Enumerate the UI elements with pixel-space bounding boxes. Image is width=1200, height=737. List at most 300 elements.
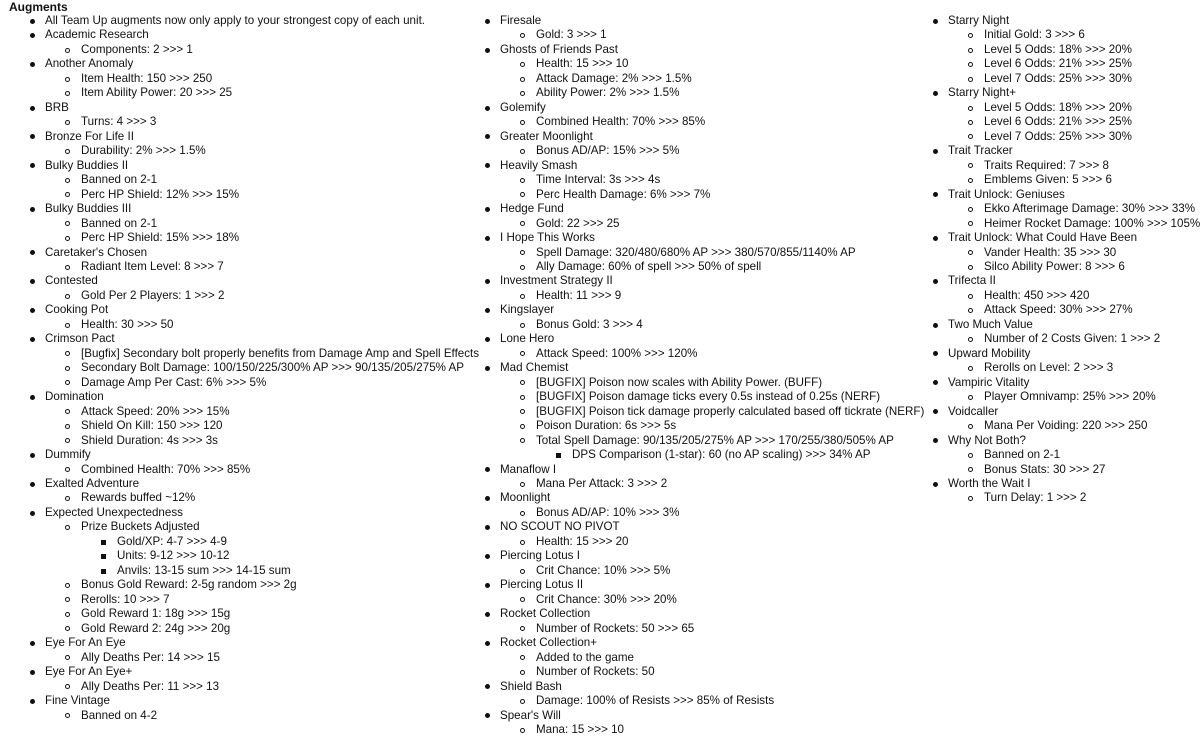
- augment-item: [9, 101, 469, 115]
- augment-change-item: [464, 434, 934, 448]
- hollow-circle-bullet-icon: [520, 323, 525, 328]
- augment-change-item: [9, 622, 469, 636]
- augment-change-item-text: Rerolls on Level: 2 >>> 3: [984, 361, 1114, 375]
- augment-change-item: [464, 28, 934, 42]
- augment-item-text: Spear's Will: [500, 708, 561, 722]
- hollow-circle-bullet-icon: [520, 91, 525, 96]
- augment-change-item-text: Ekko Afterimage Damage: 30% >>> 33%: [984, 202, 1196, 216]
- hollow-circle-bullet-icon: [520, 62, 525, 67]
- augment-item: [464, 130, 934, 144]
- augment-item: [9, 694, 469, 708]
- hollow-circle-bullet-icon: [968, 395, 973, 400]
- square-bullet-icon: [101, 554, 106, 559]
- filled-circle-bullet-icon: [933, 192, 938, 197]
- augment-detail-item-text: Units: 9-12 >>> 10-12: [117, 549, 230, 563]
- augment-change-item: [464, 376, 934, 390]
- augment-item: [912, 188, 1200, 202]
- filled-circle-bullet-icon: [30, 279, 35, 284]
- augment-item-text: Eye For An Eye: [45, 636, 126, 650]
- augment-change-item-text: Mana: 15 >>> 10: [536, 722, 624, 736]
- augment-change-item: [912, 289, 1200, 303]
- augment-item: [912, 405, 1200, 419]
- augment-change-item: [464, 347, 934, 361]
- filled-circle-bullet-icon: [485, 713, 490, 718]
- augment-change-item: [464, 289, 934, 303]
- augment-item-text: Bronze For Life II: [45, 129, 134, 143]
- hollow-circle-bullet-icon: [65, 366, 70, 371]
- augment-item: [9, 477, 469, 491]
- augment-change-item: [9, 260, 469, 274]
- augment-change-item-text: Health: 11 >>> 9: [536, 288, 622, 302]
- augment-change-item: [912, 130, 1200, 144]
- augment-change-item-text: Number of Rockets: 50 >>> 65: [536, 621, 695, 635]
- augment-item-text: Kingslayer: [500, 303, 555, 317]
- hollow-circle-bullet-icon: [520, 597, 525, 602]
- augment-item: [9, 332, 469, 346]
- augment-change-item-text: Traits Required: 7 >>> 8: [984, 158, 1109, 172]
- augment-detail-item: [464, 448, 934, 462]
- augment-change-item-text: Bonus Gold Reward: 2-5g random >>> 2g: [81, 578, 297, 592]
- augment-item-text: Cooking Pot: [45, 303, 109, 317]
- augment-change-item-text: Combined Health: 70% >>> 85%: [536, 115, 706, 129]
- hollow-circle-bullet-icon: [65, 684, 70, 689]
- hollow-circle-bullet-icon: [65, 323, 70, 328]
- augment-item-text: Rocket Collection: [500, 607, 591, 621]
- augment-item: [9, 28, 469, 42]
- augment-item-text: Golemify: [500, 100, 546, 114]
- augment-detail-item: [9, 564, 469, 578]
- augment-item: [9, 14, 469, 28]
- hollow-circle-bullet-icon: [520, 294, 525, 299]
- augment-item: [912, 376, 1200, 390]
- augment-change-item-text: Rewards buffed ~12%: [81, 491, 196, 505]
- augment-item: [9, 57, 469, 71]
- hollow-circle-bullet-icon: [65, 424, 70, 429]
- augment-change-item: [9, 188, 469, 202]
- augment-item-text: Upward Mobility: [948, 346, 1031, 360]
- filled-circle-bullet-icon: [30, 106, 35, 111]
- augments-column-3: [912, 14, 1200, 506]
- hollow-circle-bullet-icon: [520, 221, 525, 226]
- augment-change-item-text: Number of 2 Costs Given: 1 >>> 2: [984, 332, 1161, 346]
- augment-change-item-text: Initial Gold: 3 >>> 6: [984, 28, 1085, 42]
- augment-item: [464, 332, 934, 346]
- augment-change-item-text: Banned on 2-1: [81, 216, 158, 230]
- filled-circle-bullet-icon: [485, 48, 490, 53]
- augment-item: [464, 231, 934, 245]
- hollow-circle-bullet-icon: [520, 511, 525, 516]
- augment-change-item: [9, 43, 469, 57]
- augment-item-text: Exalted Adventure: [45, 477, 140, 490]
- square-bullet-icon: [556, 453, 561, 458]
- hollow-circle-bullet-icon: [968, 77, 973, 82]
- augment-change-item-text: Player Omnivamp: 25% >>> 20%: [984, 390, 1156, 404]
- filled-circle-bullet-icon: [933, 438, 938, 443]
- filled-circle-bullet-icon: [30, 19, 35, 24]
- hollow-circle-bullet-icon: [65, 612, 70, 617]
- augment-item-text: Academic Research: [45, 28, 149, 42]
- augment-change-item-text: [BUGFIX] Poison now scales with Ability Power. (BUFF): [536, 375, 823, 389]
- augment-change-item: [464, 694, 934, 708]
- augment-item: [912, 14, 1200, 28]
- augment-change-item: [912, 72, 1200, 86]
- augment-item-text: Voidcaller: [948, 404, 999, 418]
- augment-change-item-text: Ally Deaths Per: 14 >>> 15: [81, 650, 220, 664]
- hollow-circle-bullet-icon: [65, 583, 70, 588]
- hollow-circle-bullet-icon: [65, 120, 70, 125]
- augment-change-item-text: Gold Per 2 Players: 1 >>> 2: [81, 288, 225, 302]
- augment-item-text: All Team Up augments now only apply to your strongest copy of each unit.: [45, 14, 426, 27]
- augment-change-item: [9, 607, 469, 621]
- augment-change-item-text: Time Interval: 3s >>> 4s: [536, 173, 661, 187]
- augment-change-item: [912, 260, 1200, 274]
- augment-change-item: [464, 535, 934, 549]
- augment-item-text: Eye For An Eye+: [45, 665, 133, 679]
- filled-circle-bullet-icon: [485, 366, 490, 371]
- augment-change-item: [912, 303, 1200, 317]
- augment-change-item: [464, 651, 934, 665]
- hollow-circle-bullet-icon: [520, 699, 525, 704]
- filled-circle-bullet-icon: [933, 91, 938, 96]
- augment-change-item-text: Health: 15 >>> 20: [536, 534, 629, 548]
- filled-circle-bullet-icon: [933, 482, 938, 487]
- augment-item-text: Trait Unlock: What Could Have Been: [948, 231, 1138, 245]
- hollow-circle-bullet-icon: [520, 33, 525, 38]
- augment-item: [464, 202, 934, 216]
- filled-circle-bullet-icon: [30, 453, 35, 458]
- augment-item-text: Worth the Wait I: [948, 477, 1031, 490]
- augment-item: [464, 14, 934, 28]
- filled-circle-bullet-icon: [30, 33, 35, 38]
- augment-item: [912, 231, 1200, 245]
- augment-change-item: [9, 434, 469, 448]
- augment-change-item: [9, 376, 469, 390]
- augment-item: [912, 477, 1200, 491]
- filled-circle-bullet-icon: [485, 641, 490, 646]
- filled-circle-bullet-icon: [30, 163, 35, 168]
- hollow-circle-bullet-icon: [968, 467, 973, 472]
- augment-item-text: Trifecta II: [948, 274, 996, 288]
- augment-change-item: [9, 361, 469, 375]
- hollow-circle-bullet-icon: [520, 77, 525, 82]
- augment-change-item: [9, 593, 469, 607]
- hollow-circle-bullet-icon: [520, 265, 525, 270]
- augment-change-item-text: Poison Duration: 6s >>> 5s: [536, 419, 677, 433]
- hollow-circle-bullet-icon: [520, 149, 525, 154]
- augment-change-item: [9, 463, 469, 477]
- augment-item: [9, 159, 469, 173]
- augment-item: [912, 434, 1200, 448]
- filled-circle-bullet-icon: [30, 250, 35, 255]
- filled-circle-bullet-icon: [485, 236, 490, 241]
- augment-item: [464, 463, 934, 477]
- filled-circle-bullet-icon: [485, 207, 490, 212]
- filled-circle-bullet-icon: [933, 323, 938, 328]
- hollow-circle-bullet-icon: [65, 294, 70, 299]
- augment-item: [912, 144, 1200, 158]
- augment-change-item: [464, 115, 934, 129]
- hollow-circle-bullet-icon: [65, 236, 70, 241]
- augment-change-item: [9, 709, 469, 723]
- augment-item: [9, 665, 469, 679]
- augment-change-item: [9, 651, 469, 665]
- filled-circle-bullet-icon: [485, 525, 490, 530]
- filled-circle-bullet-icon: [485, 308, 490, 313]
- augment-item: [912, 347, 1200, 361]
- hollow-circle-bullet-icon: [65, 149, 70, 154]
- augment-item-text: Crimson Pact: [45, 332, 115, 346]
- augment-item-text: Greater Moonlight: [500, 129, 593, 143]
- filled-circle-bullet-icon: [485, 467, 490, 472]
- augment-item: [464, 520, 934, 534]
- augment-item-text: Lone Hero: [500, 332, 555, 346]
- augment-change-item: [9, 86, 469, 100]
- augment-change-item-text: Attack Speed: 100% >>> 120%: [536, 346, 698, 360]
- augment-change-item: [912, 159, 1200, 173]
- augment-item-text: Rocket Collection+: [500, 636, 597, 650]
- augment-item: [9, 636, 469, 650]
- augment-change-item-text: Damage: 100% of Resists >>> 85% of Resists: [536, 694, 775, 708]
- filled-circle-bullet-icon: [30, 699, 35, 704]
- augment-change-item: [912, 332, 1200, 346]
- augment-change-item-text: [BUGFIX] Poison tick damage properly calculated based off tickrate (NERF): [536, 404, 925, 418]
- augment-item-text: Why Not Both?: [948, 433, 1026, 447]
- augment-change-item-text: Gold Reward 2: 24g >>> 20g: [81, 621, 231, 635]
- augment-item: [912, 318, 1200, 332]
- augment-change-item: [464, 564, 934, 578]
- augment-change-item: [464, 86, 934, 100]
- augment-change-item: [912, 173, 1200, 187]
- augment-change-item: [464, 665, 934, 679]
- augment-change-item: [912, 448, 1200, 462]
- augment-change-item: [464, 405, 934, 419]
- augment-item-text: Starry Night: [948, 14, 1010, 27]
- augment-change-item: [912, 390, 1200, 404]
- filled-circle-bullet-icon: [485, 583, 490, 588]
- hollow-circle-bullet-icon: [968, 178, 973, 183]
- augment-change-item-text: Added to the game: [536, 650, 634, 664]
- augment-item: [464, 159, 934, 173]
- hollow-circle-bullet-icon: [968, 207, 973, 212]
- filled-circle-bullet-icon: [30, 207, 35, 212]
- augment-change-item: [464, 57, 934, 71]
- hollow-circle-bullet-icon: [65, 265, 70, 270]
- filled-circle-bullet-icon: [933, 279, 938, 284]
- augment-change-item-text: [Bugfix] Secondary bolt properly benefits from Damage Amp and Spell Effects: [81, 346, 480, 360]
- augment-item-text: Bulky Buddies III: [45, 202, 132, 216]
- augment-change-item-text: Crit Chance: 10% >>> 5%: [536, 563, 671, 577]
- augment-change-item-text: Secondary Bolt Damage: 100/150/225/300% AP >>> 90/135/205/275% AP: [81, 361, 464, 375]
- augment-item-text: Heavily Smash: [500, 158, 578, 172]
- hollow-circle-bullet-icon: [65, 77, 70, 82]
- augment-item-text: Ghosts of Friends Past: [500, 42, 618, 56]
- augment-change-item-text: Gold: 22 >>> 25: [536, 216, 620, 230]
- augment-change-item-text: Turns: 4 >>> 3: [81, 115, 157, 129]
- hollow-circle-bullet-icon: [968, 337, 973, 342]
- filled-circle-bullet-icon: [933, 380, 938, 385]
- augment-change-item: [464, 723, 934, 737]
- hollow-circle-bullet-icon: [65, 655, 70, 660]
- augment-change-item-text: Turn Delay: 1 >>> 2: [984, 491, 1087, 505]
- hollow-circle-bullet-icon: [520, 250, 525, 255]
- augment-change-item-text: Level 5 Odds: 18% >>> 20%: [984, 42, 1132, 56]
- augment-change-item: [912, 246, 1200, 260]
- augment-item-text: BRB: [45, 100, 69, 114]
- augment-change-item: [464, 622, 934, 636]
- hollow-circle-bullet-icon: [520, 351, 525, 356]
- augment-change-item-text: Combined Health: 70% >>> 85%: [81, 462, 251, 476]
- augment-change-item-text: Components: 2 >>> 1: [81, 42, 193, 56]
- augment-change-item-text: Attack Damage: 2% >>> 1.5%: [536, 71, 692, 85]
- hollow-circle-bullet-icon: [520, 728, 525, 733]
- augment-change-item: [912, 43, 1200, 57]
- augment-item: [9, 303, 469, 317]
- page-title: Augments: [9, 0, 68, 14]
- hollow-circle-bullet-icon: [968, 120, 973, 125]
- augment-change-item: [9, 520, 469, 534]
- augment-change-item: [9, 578, 469, 592]
- augment-change-item: [9, 346, 480, 361]
- augment-change-item-text: Shield On Kill: 150 >>> 120: [81, 419, 223, 433]
- hollow-circle-bullet-icon: [968, 453, 973, 458]
- filled-circle-bullet-icon: [30, 641, 35, 646]
- augment-change-item-text: Damage Amp Per Cast: 6% >>> 5%: [81, 375, 267, 389]
- hollow-circle-bullet-icon: [968, 366, 973, 371]
- augment-change-item-text: Banned on 2-1: [984, 448, 1061, 462]
- augment-change-item-text: Banned on 2-1: [81, 173, 158, 187]
- augment-change-item: [464, 72, 934, 86]
- filled-circle-bullet-icon: [933, 149, 938, 154]
- filled-circle-bullet-icon: [485, 684, 490, 689]
- augment-change-item: [912, 115, 1200, 129]
- hollow-circle-bullet-icon: [65, 192, 70, 197]
- augment-change-item-text: Rerolls: 10 >>> 7: [81, 592, 170, 606]
- augment-item-text: Piercing Lotus I: [500, 549, 580, 563]
- hollow-circle-bullet-icon: [968, 33, 973, 38]
- augment-change-item-text: Bonus AD/AP: 15% >>> 5%: [536, 144, 680, 158]
- augment-item: [464, 549, 934, 563]
- augment-change-item-text: Level 6 Odds: 21% >>> 25%: [984, 57, 1132, 71]
- augment-change-item-text: Ally Damage: 60% of spell >>> 50% of spell: [536, 259, 762, 273]
- augment-change-item-text: Gold: 3 >>> 1: [536, 28, 607, 42]
- augment-list: [912, 14, 1200, 506]
- augment-detail-item-text: Anvils: 13-15 sum >>> 14-15 sum: [117, 563, 291, 577]
- augment-change-item-text: Shield Duration: 4s >>> 3s: [81, 433, 218, 447]
- hollow-circle-bullet-icon: [968, 424, 973, 429]
- augment-change-item: [9, 405, 469, 419]
- augment-change-item: [9, 144, 469, 158]
- augment-change-item: [464, 144, 934, 158]
- augment-item-text: Trait Tracker: [948, 144, 1013, 158]
- augment-detail-item: [9, 535, 469, 549]
- hollow-circle-bullet-icon: [520, 424, 525, 429]
- augment-change-item: [464, 593, 934, 607]
- augment-change-item: [9, 217, 469, 231]
- hollow-circle-bullet-icon: [968, 134, 973, 139]
- hollow-circle-bullet-icon: [520, 540, 525, 545]
- augment-change-item-text: Crit Chance: 30% >>> 20%: [536, 592, 677, 606]
- augment-item-text: Shield Bash: [500, 679, 562, 693]
- augment-change-item: [912, 491, 1200, 505]
- augment-change-item: [464, 173, 934, 187]
- hollow-circle-bullet-icon: [65, 178, 70, 183]
- augment-item-text: NO SCOUT NO PIVOT: [500, 520, 620, 534]
- augment-change-item-text: Level 7 Odds: 25% >>> 30%: [984, 71, 1132, 85]
- augment-item-text: Another Anomaly: [45, 57, 134, 71]
- augment-change-item-text: Level 6 Odds: 21% >>> 25%: [984, 115, 1132, 129]
- hollow-circle-bullet-icon: [65, 351, 70, 356]
- augment-item: [9, 390, 469, 404]
- augment-change-item: [464, 477, 934, 491]
- augment-item-text: Hedge Fund: [500, 202, 564, 216]
- augment-list: [9, 14, 480, 723]
- augment-item: [912, 86, 1200, 100]
- augment-change-item-text: Ability Power: 2% >>> 1.5%: [536, 86, 680, 100]
- augment-item: [912, 274, 1200, 288]
- hollow-circle-bullet-icon: [968, 106, 973, 111]
- hollow-circle-bullet-icon: [520, 670, 525, 675]
- augment-change-item: [464, 506, 934, 520]
- augment-item-text: Piercing Lotus II: [500, 578, 584, 592]
- hollow-circle-bullet-icon: [968, 308, 973, 313]
- filled-circle-bullet-icon: [485, 163, 490, 168]
- augment-item: [9, 130, 469, 144]
- augment-change-item-text: Radiant Item Level: 8 >>> 7: [81, 259, 224, 273]
- hollow-circle-bullet-icon: [520, 380, 525, 385]
- hollow-circle-bullet-icon: [65, 626, 70, 631]
- augment-change-item-text: Durability: 2% >>> 1.5%: [81, 144, 206, 158]
- augment-change-item: [912, 28, 1200, 42]
- augment-list: [464, 14, 934, 737]
- augment-change-item: [912, 361, 1200, 375]
- filled-circle-bullet-icon: [485, 19, 490, 24]
- hollow-circle-bullet-icon: [65, 91, 70, 96]
- augment-change-item: [912, 202, 1200, 216]
- augment-change-item-text: Vander Health: 35 >>> 30: [984, 245, 1117, 259]
- augment-change-item-text: Health: 30 >>> 50: [81, 317, 174, 331]
- augment-change-item-text: Number of Rockets: 50: [536, 665, 655, 679]
- augment-change-item-text: Gold Reward 1: 18g >>> 15g: [81, 607, 231, 621]
- augment-change-item: [9, 115, 469, 129]
- augment-change-item-text: Mana Per Attack: 3 >>> 2: [536, 477, 668, 490]
- filled-circle-bullet-icon: [485, 554, 490, 559]
- hollow-circle-bullet-icon: [968, 250, 973, 255]
- augment-change-item-text: Bonus Gold: 3 >>> 4: [536, 317, 643, 331]
- augment-change-item-text: Health: 450 >>> 420: [984, 288, 1090, 302]
- augment-change-item: [9, 680, 469, 694]
- augment-change-item-text: Spell Damage: 320/480/680% AP >>> 380/570/855/1140% AP: [536, 245, 856, 259]
- augment-item: [464, 101, 934, 115]
- augment-detail-item: [9, 549, 469, 563]
- augment-item-text: Two Much Value: [948, 317, 1033, 331]
- augment-item-text: Vampiric Vitality: [948, 375, 1030, 389]
- augment-item: [9, 202, 469, 216]
- augment-change-item-text: Bonus AD/AP: 10% >>> 3%: [536, 505, 680, 519]
- filled-circle-bullet-icon: [30, 308, 35, 313]
- hollow-circle-bullet-icon: [520, 569, 525, 574]
- augment-change-item-text: Item Ability Power: 20 >>> 25: [81, 86, 233, 100]
- augment-change-item: [912, 217, 1200, 231]
- filled-circle-bullet-icon: [30, 134, 35, 139]
- augment-item-text: Trait Unlock: Geniuses: [948, 187, 1065, 201]
- augment-change-item-text: Perc Health Damage: 6% >>> 7%: [536, 187, 711, 201]
- hollow-circle-bullet-icon: [968, 48, 973, 53]
- augment-item-text: Firesale: [500, 14, 542, 27]
- augment-change-item-text: Item Health: 150 >>> 250: [81, 71, 213, 85]
- hollow-circle-bullet-icon: [520, 409, 525, 414]
- filled-circle-bullet-icon: [933, 19, 938, 24]
- augment-item-text: Manaflow I: [500, 462, 557, 476]
